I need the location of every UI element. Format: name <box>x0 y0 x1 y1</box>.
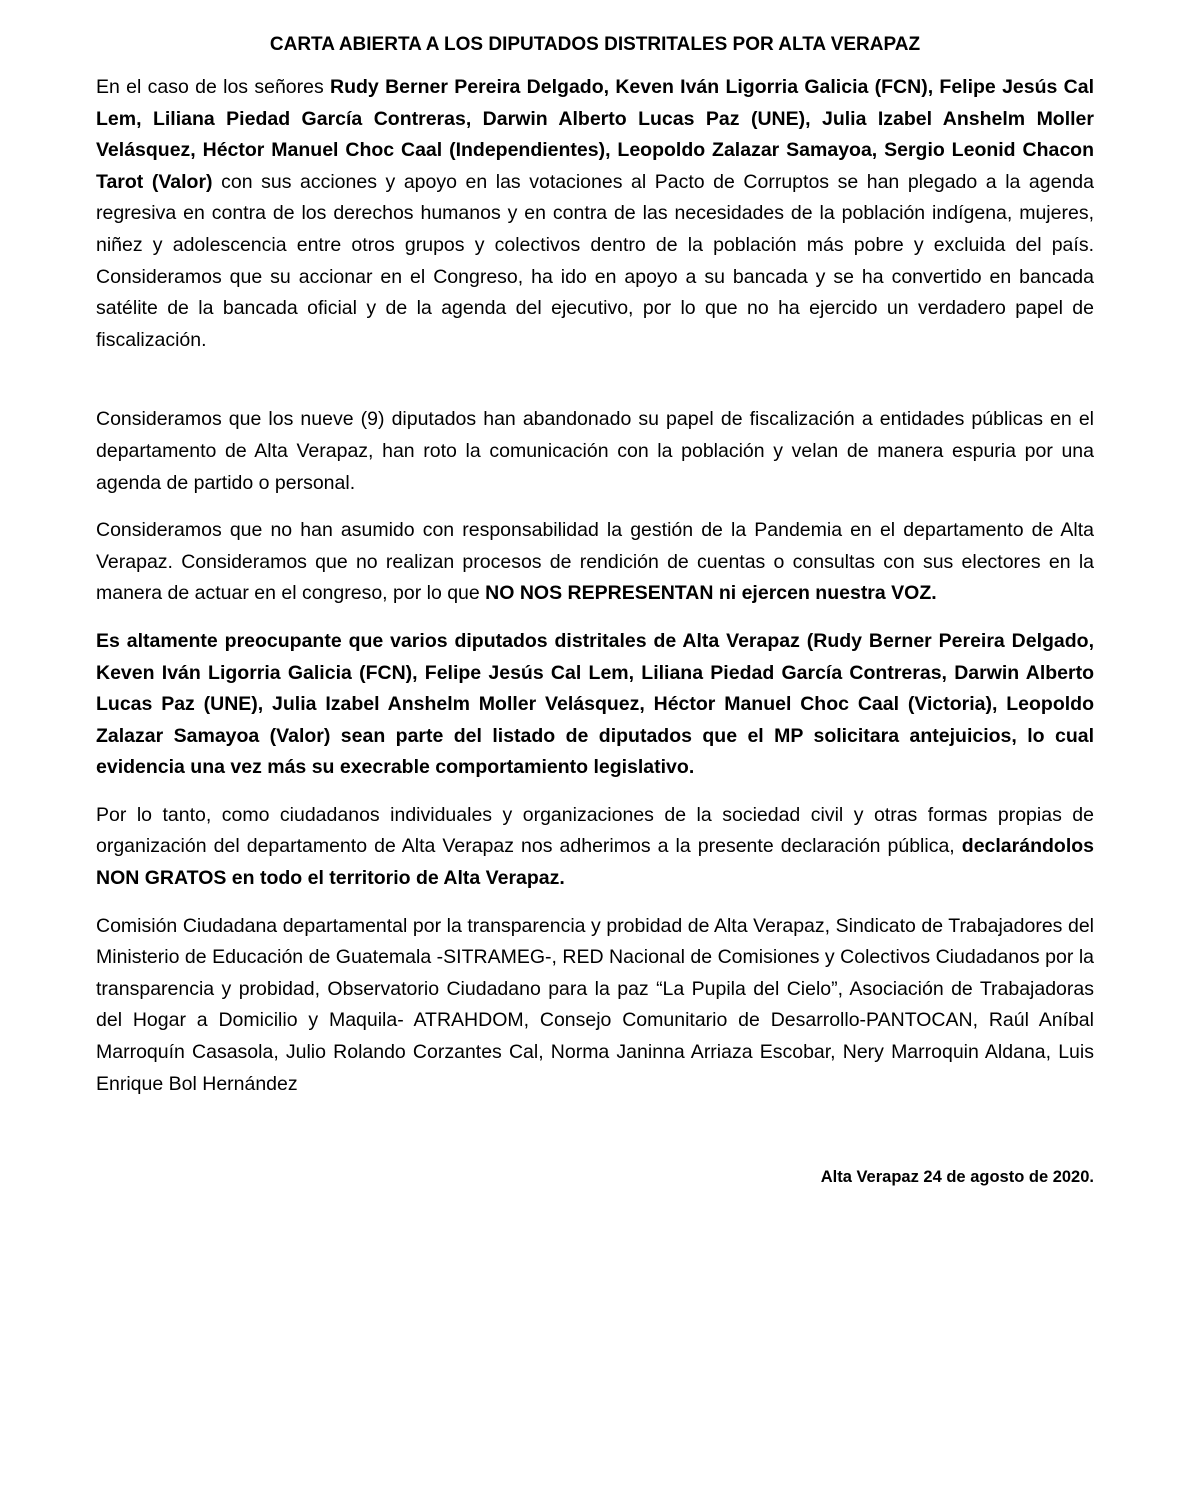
paragraph-signatories: Comisión Ciudadana departamental por la transparencia y probidad de Alta Verapaz, Sindicato de Trabajadores del Ministerio de Educación de Guatemala -SITRAMEG-, RED Nacional de Comisiones y Colectivos Ciudadanos por la transparencia y probidad, Observatorio Ciudadano para la paz “La Pupila del Cielo”, Asociación de Trabajadoras del Hogar a Domicilio y Maquila- ATRAHDOM, Consejo Comunitario de Desarrollo-PANTOCAN, Raúl Aníbal Marroquín Casasola, Julio Rolando Corzantes Cal, Norma Janinna Arriaza Escobar, Nery Marroquin Aldana, Luis Enrique Bol Hernández <box>96 914 1094 1095</box>
page-title: CARTA ABIERTA A LOS DIPUTADOS DISTRITALES POR ALTA VERAPAZ <box>269 34 921 55</box>
pandemic-bold: NO NOS REPRESENTAN ni ejercen nuestra VOZ. <box>485 582 937 605</box>
declaration-bold: declarándolos NON GRATOS en todo el territorio de Alta Verapaz. <box>96 835 1094 890</box>
deputies-names: Rudy Berner Pereira Delgado, Keven Iván Ligorria Galicia (FCN), Felipe Jesús Cal Lem, Liliana Piedad García Contreras, Darwin Alberto Lucas Paz (UNE), Julia Izabel Anshelm Moller Velásquez, Héctor Manuel Choc Caal (Independientes), Leopoldo Zalazar Samayoa, Sergio Leonid Chacon Tarot (Valor) <box>96 76 1095 193</box>
paragraph-declaration <box>96 800 1094 895</box>
document-date: Alta Verapaz 24 de agosto de 2020. <box>820 1168 1094 1187</box>
antejuicios-bold: Es altamente preocupante que varios diputados distritales de Alta Verapaz (Rudy Berner Pereira Delgado, Keven Iván Ligorria Galicia (FCN), Felipe Jesús Cal Lem, Liliana Piedad García Contreras, Darwin Alberto Lucas Paz (UNE), Julia Izabel Anshelm Moller Velásquez, Héctor Manuel Choc Caal (Victoria), Leopoldo Zalazar Samayoa (Valor) sean parte del listado de diputados que el MP solicitara antejuicios, lo cual evidencia una vez más su execrable comportamiento legislativo. <box>96 629 1094 779</box>
paragraph-abandonment: Consideramos que los nueve (9) diputados han abandonado su papel de fiscalización a entidades públicas en el departamento de Alta Verapaz, han roto la comunicación con la población y velan de manera espuria por una agenda de partido o personal. <box>96 408 1094 494</box>
declaration-text: Por lo tanto, como ciudadanos individuales y organizaciones de la sociedad civil y otras formas propias de organización del departamento de Alta Verapaz nos adherimos a la presente declaración pública, <box>96 803 1094 858</box>
pandemic-text: Consideramos que no han asumido con responsabilidad la gestión de la Pandemia en el departamento de Alta Verapaz. Consideramos que no realizan procesos de rendición de cuentas o consultas con sus electores en la manera de actuar en el congreso, por lo que <box>96 519 1094 605</box>
paragraph-antejuicios <box>96 626 1094 784</box>
paragraph-pandemic <box>96 515 1094 610</box>
paragraph-intro <box>96 72 1094 356</box>
intro-lead: En el caso de los señores <box>96 76 331 98</box>
intro-rest: con sus acciones y apoyo en las votaciones al Pacto de Corruptos se han plegado a la agenda regresiva en contra de los derechos humanos y en contra de las necesidades de la población indígena, mujeres, niñez y adolescencia entre otros grupos y colectivos dentro de la población más pobre y excluida del país. Consideramos que su accionar en el Congreso, ha ido en apoyo a su bancada y se ha convertido en bancada satélite de la bancada oficial y de la agenda del ejecutivo, por lo que no ha ejercido un verdadero papel de fiscalización. <box>96 170 1094 351</box>
